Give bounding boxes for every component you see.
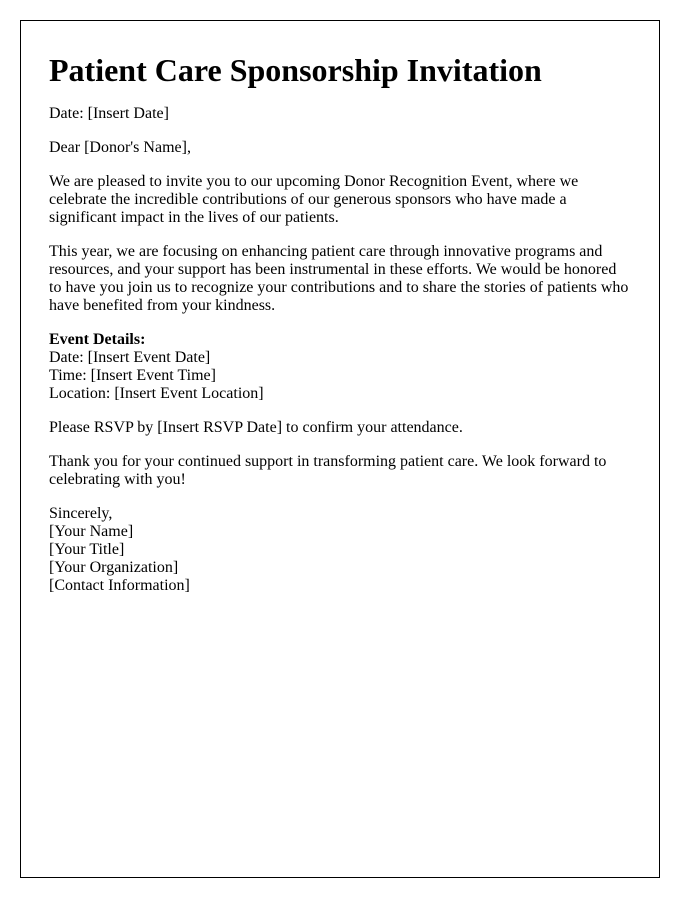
signature-name: [Your Name] [49,523,134,541]
letter-title: Patient Care Sponsorship Invitation [49,52,542,88]
rsvp-line: Please RSVP by [Insert RSVP Date] to confirm your attendance. [49,419,463,437]
event-details [49,331,631,403]
signature-organization: [Your Organization] [49,559,179,577]
intro-paragraph: We are pleased to invite you to our upcoming Donor Recognition Event, where we celebrate the incredible contributions of our generous sponsors who have made a significant impact in the lives of our patients. [49,173,579,227]
focus-paragraph: This year, we are focusing on enhancing patient care through innovative programs and resources, and your support has been instrumental in these efforts. We would be honored to have you join us to recognize your contributions and to share the stories of patients who have benefited from your kindness. [49,243,629,315]
event-time: Time: [Insert Event Time] [49,367,216,385]
event-details-heading: Event Details: [49,331,146,349]
letter-page [20,20,660,878]
signature-contact: [Contact Information] [49,577,190,595]
signature-closing: Sincerely, [49,505,113,523]
date-line: Date: [Insert Date] [49,105,169,123]
signature-block [49,505,631,595]
signature-title: [Your Title] [49,541,125,559]
event-location: Location: [Insert Event Location] [49,385,264,403]
salutation: Dear [Donor's Name], [49,139,191,157]
event-date: Date: [Insert Event Date] [49,349,211,367]
closing-paragraph: Thank you for your continued support in transforming patient care. We look forward to celebrating with you! [49,453,607,489]
